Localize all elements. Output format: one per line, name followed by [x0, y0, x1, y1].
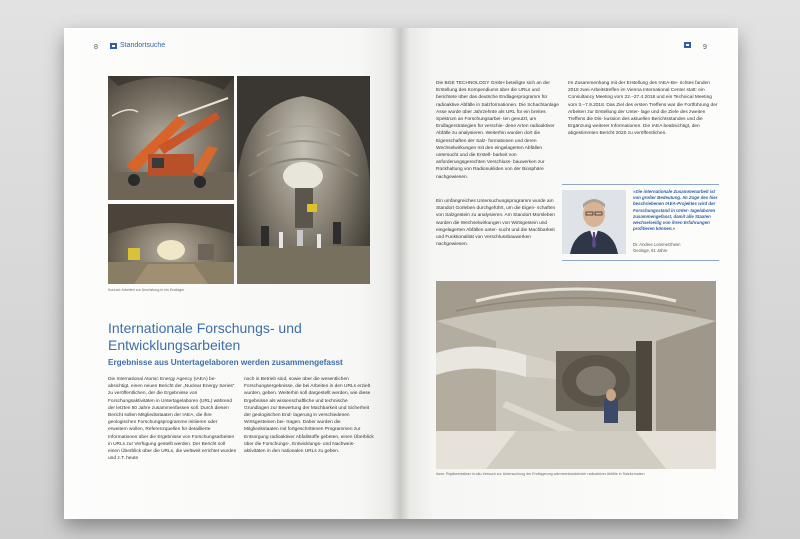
- right-body-column-1: Die BGE TECHNOLOGY GmbH beteiligte sich an der Erstellung des Kompendiums über die URLs und berichtete über das deutsche Endlagerprogramm für radioaktive Abfälle in Salzformationen. Die Schachtanlage Asse wurde über Jahrzehnte als URL für ein breites Spektrum an Forschungsarbei- ten genutzt, um Endlagerstrategien für verschie- dene Arten radioaktiver Abfälle zu analysieren. Weiterhin wurden dort die Eigenschaften der Salz- formationen und deren Wechselwirkungen mit den eingelagerten Abfällen untersucht und die Erstell- barkeit von anforderungsgerechten Verschluss- bauwerken zur Rückhaltung von Radionukliden von der Biosphäre nachgewiesen.: [436, 81, 559, 180]
- portrait-photo: [562, 190, 626, 254]
- section-icon: [110, 43, 117, 49]
- quote-attribution: [633, 242, 719, 254]
- quote-rule-top: [562, 184, 719, 185]
- right-header-icon-wrap: [684, 42, 691, 48]
- body-column-2: noch in Betrieb sind, sowie über die wesentlichen Forschungsergebnisse, die bei Arbeiten in den URLs erzielt wurden, geben. Weiterhin soll dargestellt werden, wie diese Ergebnisse als wissenschaftliche und technische Grundlagen zur Bewertung der Machbarkeit und Sicherheit der geologischen End- lagerung in verschiedenen Wirtsgesteinen bei- tragen. Daher wurden die Mitgliedsstaaten mit fortgeschrittenen Programmen zur Entsorgung radioaktiver Abfallstoffe gebeten, einen Überblick über die Forschungs-, Entwicklungs- und Nachweis- aktivitäten in den nationalen URLs zu geben.: [244, 377, 374, 455]
- section-icon-right: [684, 42, 691, 48]
- page-number-right: 9: [703, 44, 707, 51]
- photo-drilling-rig: [108, 76, 234, 200]
- photo-caption-left: Konrad: Arbeiten zur Umrüstung in ein Endlager: [108, 288, 185, 292]
- photo-tunnel-machine: [237, 76, 370, 284]
- photo-salt-tunnel: [436, 281, 716, 469]
- right-body-column-1b: Ein umfangreiches Untersuchungsprogramm wurde am Standort Gorleben durchgeführt, um die Eigen- schaften von Salzgestein zu analysieren. Am Standort Morsleben wurden die Wechselwirkungen von Wirtsgestein und eingelagerten Abfällen unter- sucht und die Machbarkeit und Funktionalität von Verschlussbauwerken nachgewiesen.: [436, 199, 556, 248]
- article-title: Internationale Forschungs- und Entwicklungsarbeiten: [108, 320, 302, 353]
- quote-name: Dr. Andree Lommerzheim: [633, 242, 681, 247]
- photo-tunnel-lights: [108, 204, 234, 284]
- quote-role: Geologe, 61 Jahre: [633, 248, 668, 253]
- section-label: Standortsuche: [120, 42, 166, 49]
- section-header: [110, 42, 165, 49]
- quote-rule-bottom: [562, 260, 719, 261]
- pull-quote: »Die internationale Zusammenarbeit ist von großer Bedeutung. Im Zuge des hier beschriebenen IAEA-Projektes wird der Forschungsstand in Unter- tagelaboren zusammengefasst, damit alle Staaten wechselseitig von ihren Erfahrungen profitieren können.«: [633, 189, 718, 232]
- right-body-column-2: Im Zusammenhang mit der Erstellung des IAEA-Be- richtes fanden 2018 zwei Arbeitstreffen im Vienna International Center statt: ein Consultancy Meeting vom 22.–27.4.2018 und ein Technical Meeting vom 3.–7.9.2018. Das Ziel des ersten Treffens war die Fortführung der Arbeiten zur Erstellung der Unter- lage und die Ziele des zweiten Treffens die Dis- kussion des aktuellen Berichtsstandes und die Ergänzung weiterer Informationen. Die IAEA beabsichtigt, den abgestimmten Bericht 2020 zu veröffentlichen.: [568, 81, 718, 137]
- spine-shadow: [390, 28, 410, 519]
- body-column-1: Die International Atomic Energy Agency (IAEA) be- absichtigt, einen neuen Bericht der „Nuclear Energy Series“ zu veröffentlichen, der die Ergebnisse von Forschungsaktivitäten in Untertagelaboren (URL) während der letzten 50 Jahre zusammenfassen soll. Durch diesen Bericht sollen Mitgliedsstaaten der IAEA, die ihre geologischen Forschungsprogramme initiieren oder erweitern wollen, Referenzquellen für detaillierte Informationen über die Ergebnisse von Forschungsarbeiten in URLs zur Verfügung gestellt werden. Der Bericht soll einen Überblick über die URLs, die weltweit errichtet wurden und z.T. heute: [108, 377, 237, 462]
- article-subtitle: Ergebnisse aus Untertagelaboren werden zusammengefasst: [108, 358, 343, 367]
- left-page: [64, 28, 400, 519]
- right-page: [400, 28, 738, 519]
- brochure-spread: [64, 28, 738, 519]
- page-number-left: 8: [94, 44, 98, 51]
- photo-caption-right: Asse: Rapibeentaliser in-situ-Versuch zur Untersuchung der Endlagerung wärmeentwickelnder radioaktiver Abfälle in Salzformation: [436, 472, 645, 476]
